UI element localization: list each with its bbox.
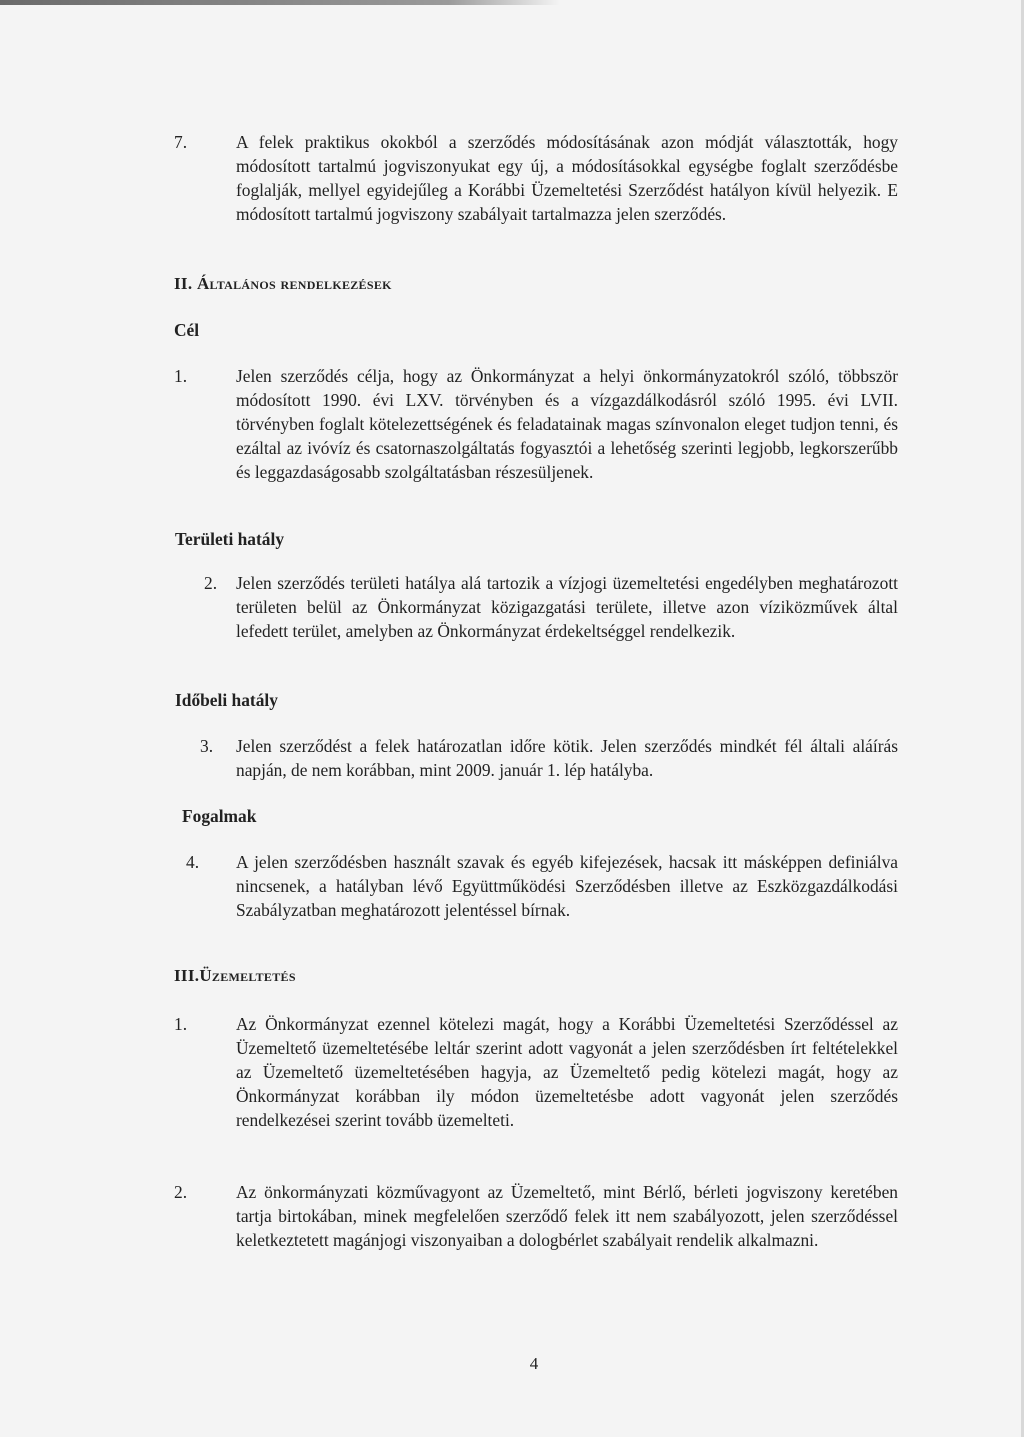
clause-teruleti-2 [204,571,898,643]
clause-number: 4. [186,852,200,872]
section-3-heading [174,964,296,988]
section-title: Általános rendelkezések [196,274,392,293]
clause-text: Jelen szerződés célja, hogy az Önkormányzat a helyi önkormányzatokról szóló, többször módosított 1990. évi LXV. törvényben és a vízgazdálkodásról szóló 1995. évi LVII. törvényben foglalt kötelezettségének és feladatainak magas színvonalon eleget tudjon tenni, és ezáltal az ivóvíz és csatornaszolgáltatás fogyasztói a lehetőség szerinti legjobb, legkorszerűbb és leggazdaságosabb szolgáltatásban részesüljenek. [236,366,898,482]
clause-number: 1. [174,1014,188,1034]
clause-cel-1 [174,364,898,484]
section-numeral: II. [174,274,193,293]
clause-7 [174,130,898,226]
clause-text: Jelen szerződés területi hatálya alá tartozik a vízjogi üzemeltetési engedélyben meghatározott területen belül az Önkormányzat közigazgatási területe, illetve azon víziközművek által lefedett terület, amelyben az Önkormányzat érdekeltséggel rendelkezik. [236,573,898,641]
subheading-cel: Cél [174,320,200,340]
section-title: Üzemeltetés [199,966,296,985]
clause-uzemeltetes-2 [174,1180,898,1252]
clause-text: Az önkormányzati közművagyont az Üzemeltető, mint Bérlő, bérleti jogviszony keretében tartja birtokában, minek megfelelően szerződő felek itt nem szabályozott, jelen szerződéssel keletkeztetett magánjogi viszonyaiban a dologbérlet szabályait rendelik alkalmazni. [236,1182,898,1250]
subheading-idobeli-hataly: Időbeli hatály [175,690,278,710]
clause-number: 2. [204,573,218,593]
clause-fogalmak-4 [186,850,898,922]
subheading-teruleti-hataly: Területi hatály [175,529,285,549]
clause-number: 2. [174,1182,188,1202]
subheading-fogalmak: Fogalmak [182,806,257,826]
clause-number: 7. [174,132,188,152]
clause-text: Jelen szerződést a felek határozatlan időre kötik. Jelen szerződés mindkét fél általi aláírás napján, de nem korábban, mint 2009. január 1. lép hatályba. [236,736,898,780]
section-numeral: III. [174,966,200,985]
clause-uzemeltetes-1 [174,1012,898,1132]
top-scan-rule [0,0,560,5]
clause-number: 3. [200,736,214,756]
clause-text: Az Önkormányzat ezennel kötelezi magát, hogy a Korábbi Üzemeltetési Szerződéssel az Üzemeltető üzemeltetésébe leltár szerint adott vagyonát a jelen szerződésben írt feltételekkel az Üzemeltető üzemeltetésében hagyja, az Üzemeltető pedig kötelezi magát, hogy az Önkormányzat korábban ily módon üzemeltetésbe adott vagyonát jelen szerződés rendelkezései szerint tovább üzemelteti. [236,1014,898,1130]
page-number: 4 [529,1354,539,1373]
clause-text: A felek praktikus okokból a szerződés módosításának azon módját választották, hogy módosított tartalmú jogviszonyukat egy új, a módosításokkal egységbe foglalt szerződésbe foglalják, mellyel egyidejűleg a Korábbi Üzemeltetési Szerződést hatályon kívül helyezik. E módosított tartalmú jogviszony szabályait tartalmazza jelen szerződés. [236,132,898,224]
clause-text: A jelen szerződésben használt szavak és egyéb kifejezések, hacsak itt másképpen definiálva nincsenek, a hatályban lévő Együttműködési Szerződésben illetve az Eszközgazdálkodási Szabályzatban meghatározott jelentéssel bírnak. [236,852,898,920]
clause-number: 1. [174,366,188,386]
section-2-heading [174,272,392,296]
clause-idobeli-3 [200,734,898,782]
